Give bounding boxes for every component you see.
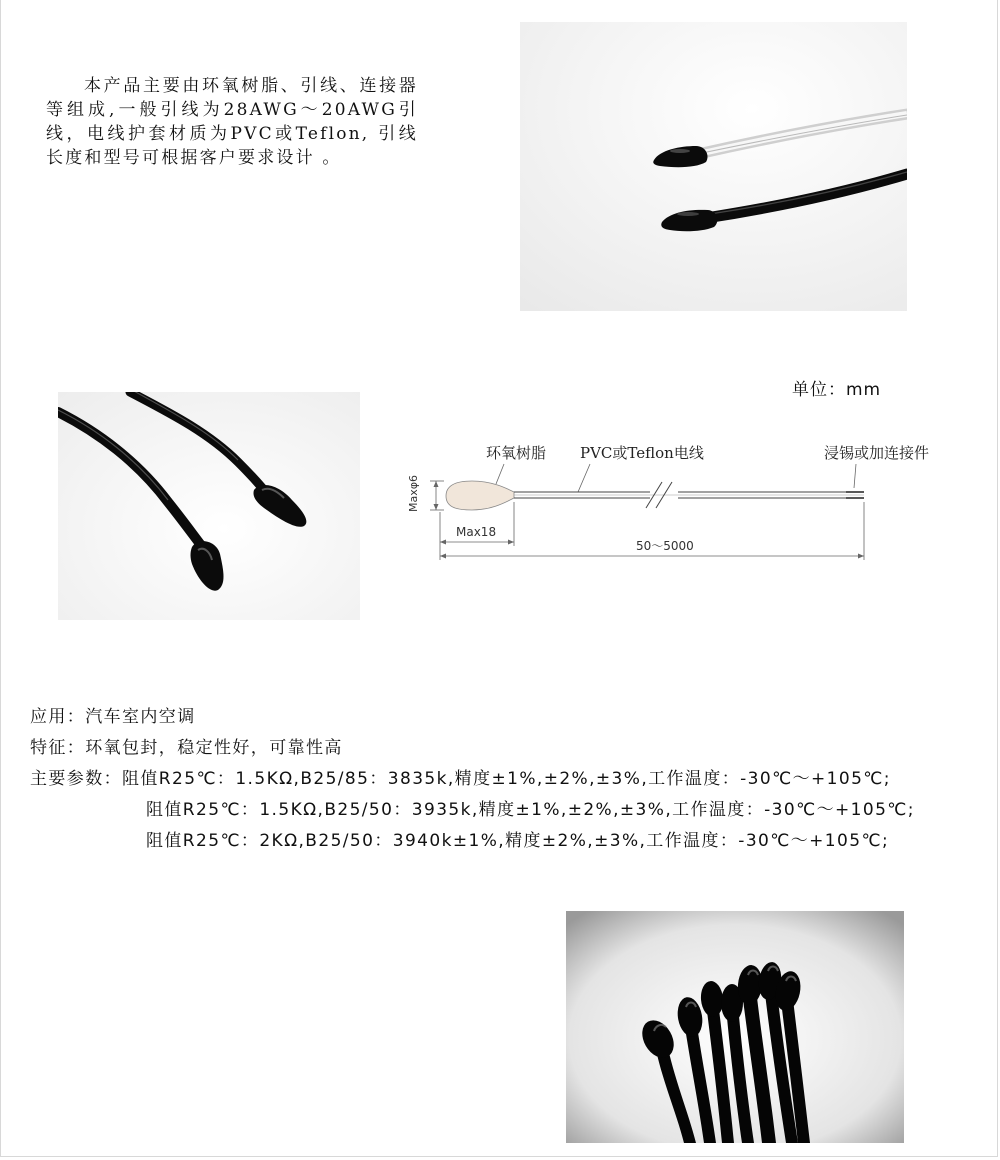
params-label: 主要参数：	[30, 769, 122, 789]
dimension-diagram	[400, 430, 980, 580]
application-line: 应用：汽车室内空调	[30, 707, 196, 727]
params-line-2: 阻值R25℃：1.5KΩ,B25/50：3935k,精度±1%,±2%,±3%,工作温度：-30℃～+105℃;	[146, 800, 915, 820]
unit-label: 单位：mm	[792, 380, 882, 400]
label-wire: PVC或Teflon电线	[580, 444, 704, 462]
product-photo-top	[520, 22, 907, 311]
dim-diameter: Maxφ6	[407, 475, 420, 512]
params-line-1	[30, 764, 990, 795]
product-photo-bottom	[566, 911, 904, 1143]
param-item: 阻值R25℃：1.5KΩ,B25/85：3835k,精度±1%,±2%,±3%,工作温度：-30℃～+105℃;	[122, 769, 891, 789]
label-terminal: 浸锡或加连接件	[824, 444, 930, 462]
spec-list	[30, 702, 990, 857]
product-photo-middle	[58, 392, 360, 620]
params-line-3: 阻值R25℃：2KΩ,B25/50：3940k±1%,精度±2%,±3%,工作温度：-30℃～+105℃;	[146, 831, 890, 851]
label-epoxy: 环氧树脂	[486, 444, 547, 462]
intro-paragraph: 本产品主要由环氧树脂、引线、连接器等组成,一般引线为28AWG～20AWG引线，电线护套材质为PVC或Teflon, 引线长度和型号可根据客户要求设计 。	[46, 76, 418, 168]
feature-line: 特征：环氧包封，稳定性好，可靠性高	[30, 738, 343, 758]
dim-total-length: 50～5000	[636, 539, 694, 553]
dim-head-length: Max18	[456, 525, 497, 539]
